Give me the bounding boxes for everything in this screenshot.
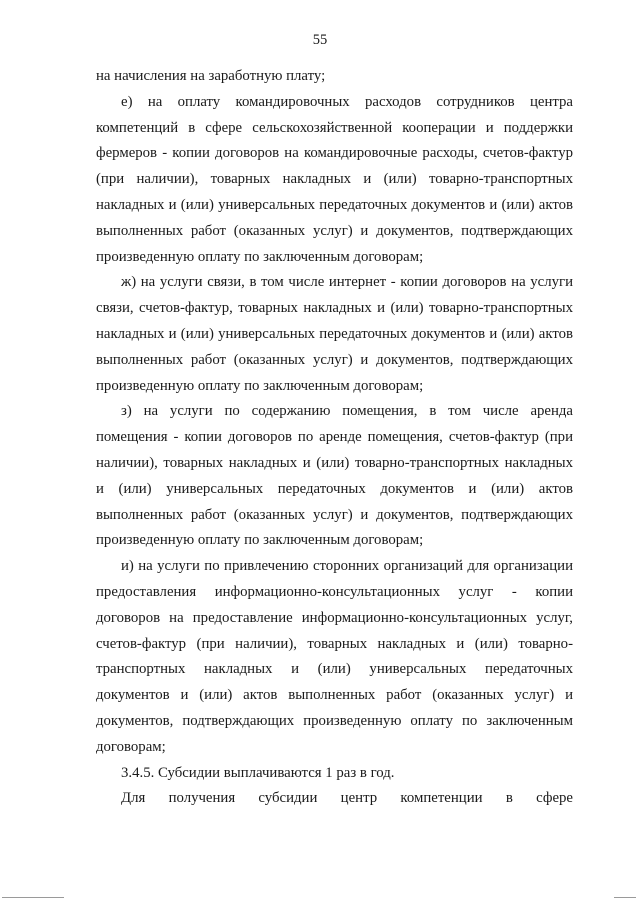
paragraph-item-e: е) на оплату командировочных расходов сотрудников центра компетенций в сфере сельскохозяйственной кооперации и поддержки фермеров - копии договоров на командировочные расходы, счетов-фактур (при наличии), товарных накладных и (или) товарно-транспортных накладных и (или) универсальных передаточных документов и (или) актов выполненных работ (оказанных услуг) и документов, подтверждающих произведенную оплату по заключенным договорам; xyxy=(96,93,573,265)
paragraph-item-z: з) на услуги по содержанию помещения, в том числе аренда помещения - копии договоров по аренде помещения, счетов-фактур (при наличии), товарных накладных и (или) товарно-транспортных накладных и (или) универсальных передаточных документов и (или) актов выполненных работ (оказанных услуг) и документов, подтверждающих произведенную оплату по заключенным договорам; xyxy=(96,403,573,549)
footer-rule-left xyxy=(2,897,64,898)
paragraph-clause-3-4-5: 3.4.5. Субсидии выплачиваются 1 раз в год. xyxy=(121,764,395,781)
paragraph-continues-next-page: Для получения субсидии центр компетенции в сфере xyxy=(121,790,573,807)
paragraph-item-i: и) на услуги по привлечению сторонних организаций для организации предоставления информационно-консультационных услуг - копии договоров на предоставление информационно-консультационных услуг, счетов-фактур (при наличии), товарных накладных и (или) товарно-транспортных накладных и (или) универсальных передаточных документов и (или) актов выполненных работ (оказанных услуг) и документов, подтверждающих произведенную оплату по заключенным договорам; xyxy=(96,558,573,755)
page-number: 55 xyxy=(312,32,328,48)
paragraph-item-zh: ж) на услуги связи, в том числе интернет - копии договоров на услуги связи, счетов-фактур, товарных накладных и (или) товарно-транспортных накладных и (или) универсальных передаточных документов и (или) актов выполненных работ (оказанных услуг) и документов, подтверждающих произведенную оплату по заключенным договорам; xyxy=(96,274,573,394)
paragraph-continuation: на начисления на заработную плату; xyxy=(96,68,326,84)
body-text xyxy=(96,64,573,812)
footer-rule-right xyxy=(614,897,636,898)
